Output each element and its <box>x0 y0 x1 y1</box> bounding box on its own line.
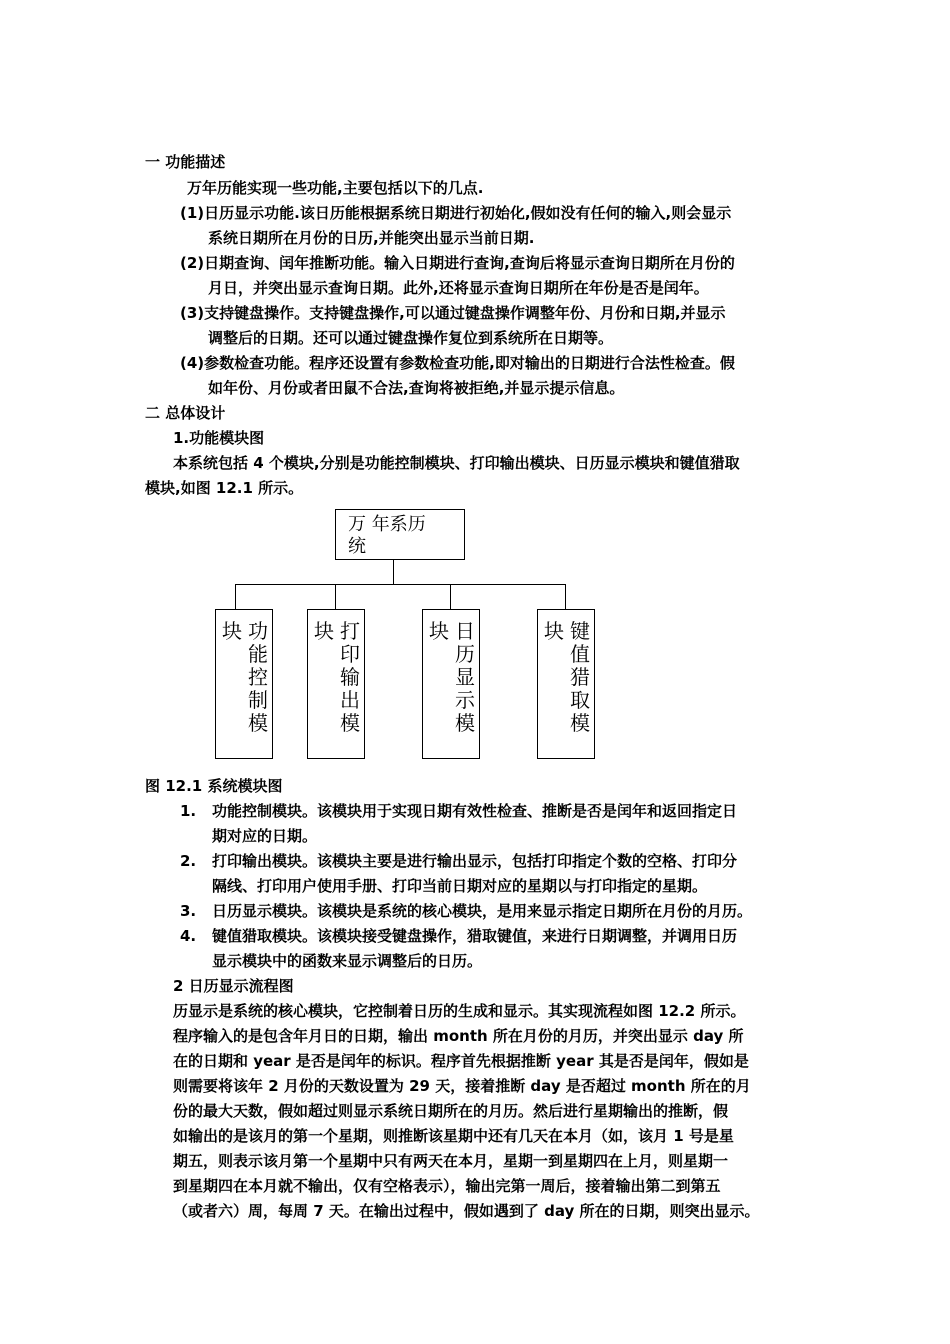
feature-item-4-line1: (4)参数检查功能。程序还设置有参数检查功能,即对输出的日期进行合法性检查。假 <box>180 354 735 372</box>
feature-item-1-line1: (1)日历显示功能.该日历能根据系统日期进行初始化,假如没有任何的输入,则会显示 <box>180 204 732 222</box>
feature-item-1-line2: 系统日期所在月份的日历,并能突出显示当前日期. <box>208 229 535 247</box>
module-list-item-3-line1: 日历显示模块。该模块是系统的核心模块，是用来显示指定日期所在月份的月历。 <box>212 902 753 920</box>
module-list-item-1-line1: 功能控制模块。该模块用于实现日期有效性检查、推断是否是闰年和返回指定日 <box>212 802 738 820</box>
flow-paragraph-line: （或者六）周，每周 7 天。在输出过程中，假如遇到了 day 所在的日期，则突出显示。 <box>173 1202 760 1220</box>
module-list-item-4-line2: 显示模块中的函数来显示调整后的日历。 <box>212 952 483 970</box>
flow-paragraph-line: 如输出的是该月的第一个星期，则推断该星期中还有几天在本月（如，该月 1 号是星 <box>173 1127 734 1145</box>
diagram-root-label-line1: 万 年系历 <box>348 514 426 535</box>
diagram-module-label: 日历显示模 <box>455 619 475 735</box>
diagram-module-label: 功能控制模 <box>248 619 268 735</box>
flow-paragraph-line: 到星期四在本月就不输出，仅有空格表示），输出完第一周后，接着输出第二到第五 <box>173 1177 721 1195</box>
module-list-num-2: 2. <box>180 852 197 870</box>
diagram-connector-3 <box>450 584 451 609</box>
diagram-module-label: 打印输出模 <box>340 619 360 735</box>
module-summary-line1: 本系统包括 4 个模块,分别是功能控制模块、打印输出模块、日历显示模块和键值猎取 <box>173 454 740 472</box>
section-heading-function: 一 功能描述 <box>145 153 226 171</box>
module-list-num-1: 1. <box>180 802 197 820</box>
diagram-connector-1 <box>235 584 236 609</box>
figure-caption: 图 12.1 系统模块图 <box>145 777 283 795</box>
subheading-calendar-flow: 2 日历显示流程图 <box>173 977 294 995</box>
module-list-item-2-line2: 隔线、打印用户使用手册、打印当前日期对应的星期以与打印指定的星期。 <box>212 877 708 895</box>
feature-item-4-line2: 如年份、月份或者田鼠不合法,查询将被拒绝,并显示提示信息。 <box>208 379 625 397</box>
module-list-item-1-line2: 期对应的日期。 <box>212 827 318 845</box>
flow-paragraph-line: 在的日期和 year 是否是闰年的标识。程序首先根据推断 year 其是否是闰年，假如是 <box>173 1052 749 1070</box>
diagram-root-box <box>335 509 465 560</box>
diagram-connector-4 <box>565 584 566 609</box>
flow-paragraph-line: 则需要将该年 2 月份的天数设置为 29 天，接着推断 day 是否超过 month 所在的月 <box>173 1077 751 1095</box>
flow-paragraph-line: 期五，则表示该月第一个星期中只有两天在本月，星期一到星期四在上月，则星期一 <box>173 1152 729 1170</box>
diagram-module-box-keys <box>537 609 595 759</box>
feature-item-3-line2: 调整后的日期。还可以通过键盘操作复位到系统所在日期等。 <box>208 329 614 347</box>
diagram-root-label-line2: 统 <box>348 536 366 557</box>
module-list-item-2-line1: 打印输出模块。该模块主要是进行输出显示，包括打印指定个数的空格、打印分 <box>212 852 738 870</box>
section-heading-design: 二 总体设计 <box>145 404 226 422</box>
diagram-connector-2 <box>335 584 336 609</box>
diagram-module-box-control <box>215 609 273 759</box>
diagram-module-side-char: 块 <box>544 619 564 643</box>
diagram-connector-bus <box>235 584 566 585</box>
flow-paragraph-line: 程序输入的是包含年月日的日期，输出 month 所在月份的月历，并突出显示 day 所 <box>173 1027 744 1045</box>
diagram-module-box-print <box>307 609 365 759</box>
diagram-module-side-char: 块 <box>222 619 242 643</box>
module-list-num-4: 4. <box>180 927 197 945</box>
diagram-module-side-char: 块 <box>429 619 449 643</box>
module-summary-line2: 模块,如图 12.1 所示。 <box>145 479 304 497</box>
feature-item-2-line1: (2)日期查询、闰年推断功能。输入日期进行查询,查询后将显示查询日期所在月份的 <box>180 254 735 272</box>
flow-paragraph-line: 份的最大天数，假如超过则显示系统日期所在的月历。然后进行星期输出的推断，假 <box>173 1102 729 1120</box>
diagram-connector-root <box>393 560 394 584</box>
intro-text: 万年历能实现一些功能,主要包括以下的几点. <box>187 179 484 197</box>
feature-item-3-line1: (3)支持键盘操作。支持键盘操作,可以通过键盘操作调整年份、月份和日期,并显示 <box>180 304 726 322</box>
diagram-module-box-calendar <box>422 609 480 759</box>
diagram-module-label: 键值猎取模 <box>570 619 590 735</box>
feature-item-2-line2: 月日，并突出显示查询日期。此外,还将显示查询日期所在年份是否是闰年。 <box>208 279 709 297</box>
diagram-module-side-char: 块 <box>314 619 334 643</box>
subheading-module-diagram: 1.功能模块图 <box>173 429 265 447</box>
flow-paragraph-line: 历显示是系统的核心模块，它控制着日历的生成和显示。其实现流程如图 12.2 所示。 <box>173 1002 746 1020</box>
module-list-item-4-line1: 键值猎取模块。该模块接受键盘操作，猎取键值，来进行日期调整，并调用日历 <box>212 927 738 945</box>
module-list-num-3: 3. <box>180 902 197 920</box>
